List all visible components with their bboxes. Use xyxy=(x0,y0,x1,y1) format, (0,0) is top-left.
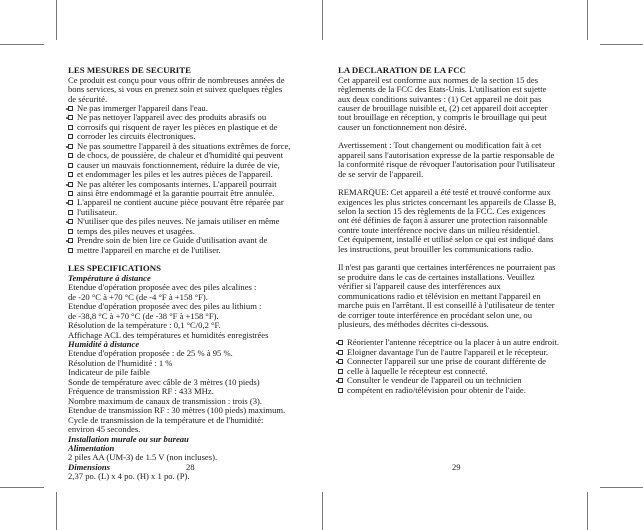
page-number-right: 29 xyxy=(452,462,461,472)
fcc-paragraph-interference xyxy=(338,263,588,329)
text-line: vérifier si l'appareil cause des interférences aux xyxy=(338,281,501,292)
list-item-text: causer un mauvais fonctionnement, réduire la durée de vie, xyxy=(77,159,280,170)
safety-intro xyxy=(68,76,326,104)
crop-mark xyxy=(0,487,44,488)
text-line: la conformité risque de révoquer l'autorisation pour l'utilisateur xyxy=(338,159,556,170)
checkbox-icon xyxy=(338,369,343,374)
text-line: de corriger toute interférence en procédant selon une, ou xyxy=(338,309,532,320)
fcc-heading: LA DECLARATION DE LA FCC xyxy=(338,65,466,75)
checkbox-icon xyxy=(68,172,73,177)
list-item-text: Prendre soin de bien lire ce Guide d'utilisation avant de xyxy=(77,235,268,246)
list-item-text: mettre l'appareil en marche et de l'utiliser. xyxy=(77,244,221,255)
text-line: Cycle de transmission de la température et de l'humidité: xyxy=(68,414,264,425)
text-line: Cet équipement, installé et utilisé selon ce qui est indiqué dans xyxy=(338,234,554,245)
checkbox-icon xyxy=(68,115,73,120)
list-item-text: compétent en radio/télévision pour obtenir de l'aide. xyxy=(347,384,526,395)
list-item-text: corroder les circuits électroniques. xyxy=(77,131,196,142)
spec-subheading-remote-temperature: Température à distance xyxy=(68,272,151,283)
text-line: Il n'est pas garanti que certaines interférences ne pourraient pas xyxy=(338,262,556,273)
text-line: Avertissement : Tout changement ou modification fait à cet xyxy=(338,140,542,151)
list-item-text: et endommager les piles et les autres pièces de l'appareil. xyxy=(77,169,273,180)
spec-subheading-remote-humidity: Humidité à distance xyxy=(68,338,140,349)
text-line: Sonde de température avec câble de 3 mètres (10 pieds) xyxy=(68,376,260,387)
list-item-text: Ne pas soumettre l'appareil à des situations extrêmes de force, xyxy=(77,140,291,151)
fcc-paragraph-warning xyxy=(338,141,588,179)
text-line: les instructions, peut brouiller les communications radio. xyxy=(338,243,534,254)
text-line: de -20 °C à +70 °C (de -4 °F à +158 °F). xyxy=(68,291,208,302)
checkbox-icon xyxy=(68,200,73,205)
checkbox-icon xyxy=(68,125,73,130)
text-line: Fréquence de transmission RF : 433 MHz. xyxy=(68,386,214,397)
spec-subheading-dimensions: Dimensions xyxy=(68,461,111,472)
list-item-text: L'appareil ne contient aucune pièce pouvant être réparée par xyxy=(77,197,284,208)
text-line: Indicateur de pile faible xyxy=(68,367,150,378)
text-line: Résolution de l'humidité : 1 % xyxy=(68,357,173,368)
safety-heading: LES MESURES DE SECURITE xyxy=(68,65,191,75)
checkbox-icon xyxy=(68,191,73,196)
text-line: règlements de la FCC des Etats-Unis. L'utilisation est sujette xyxy=(338,84,547,95)
checkbox-icon xyxy=(338,359,343,364)
list-item-text: Eloigner davantage l'un de l'autre l'appareil et le récepteur. xyxy=(347,346,549,357)
text-line: contre toute interférence nocive dans un milieu résidentiel. xyxy=(338,224,540,235)
text-line: de -38,8 °C à +70 °C (de -38 °F à +158 °F). xyxy=(68,310,219,321)
checkbox-icon xyxy=(68,153,73,158)
text-line: bons services, si vous en prenez soin et suivez quelques règles xyxy=(68,84,283,95)
text-line: appareil sans l'autorisation expresse de la partie responsable de xyxy=(338,149,555,160)
text-line: marche puis en l'arrêtant. Il est conseillé à l'utilisateur de tenter xyxy=(338,300,555,311)
list-item-text: N'utiliser que des piles neuves. Ne jamais utiliser en même xyxy=(77,216,280,227)
safety-list xyxy=(68,104,326,255)
text-line: se produire dans le cas de certaines installations. Veuillez xyxy=(338,271,535,282)
checkbox-icon xyxy=(68,219,73,224)
list-item-text: temps des piles neuves et usagées. xyxy=(77,225,195,236)
left-page xyxy=(68,66,326,482)
spec-lines-temperature xyxy=(68,283,326,340)
text-line: 2,37 po. (L) x 4 po. (H) x 1 po. (P). xyxy=(68,471,190,482)
text-line: Etendue d'opération proposée : de 25 % à 95 %. xyxy=(68,348,233,359)
list-item-continuation xyxy=(68,246,326,255)
text-line: ont été définies de façon à assurer une protection raisonnable xyxy=(338,215,548,226)
spec-subheading-installation: Installation murale ou sur bureau xyxy=(68,433,189,444)
text-line: Ce produit est conçu pour vous offrir de nombreuses années de xyxy=(68,74,285,85)
text-line: selon la section 15 des règlements de la FCC. Ces exigences xyxy=(338,206,546,217)
crop-mark xyxy=(587,492,588,530)
fcc-paragraph-note xyxy=(338,188,588,254)
checkbox-icon xyxy=(338,340,343,345)
crop-mark xyxy=(56,492,57,530)
checkbox-icon xyxy=(338,350,343,355)
text-line: Nombre maximum de canaux de transmission : trois (3). xyxy=(68,395,263,406)
text-line: Cet appareil est conforme aux normes de la section 15 des xyxy=(338,74,538,85)
crop-mark xyxy=(322,0,323,40)
list-item-text: Connecter l'appareil sur une prise de courant différente de xyxy=(347,356,546,367)
list-item-text: Ne pas immerger l'appareil dans l'eau. xyxy=(77,102,208,113)
text-line: 2 piles AA (UM-3) de 1.5 V (non incluses). xyxy=(68,452,218,463)
crop-mark xyxy=(0,44,44,45)
text-line: exigences les plus strictes concernant les appareils de Classe B, xyxy=(338,196,557,207)
checkbox-icon xyxy=(338,378,343,383)
crop-mark xyxy=(322,492,323,530)
list-item-text: de chocs, de poussière, de chaleur et d'humidité qui peuvent xyxy=(77,150,284,161)
crop-mark xyxy=(600,487,643,488)
list-item-text: Ne pas nettoyer l'appareil avec des produits abrasifs ou xyxy=(77,112,267,123)
text-line: Etendue d'opération proposée avec des piles au lithium : xyxy=(68,301,262,312)
list-item-text: celle à laquelle le récepteur est connecté. xyxy=(347,365,488,376)
fcc-paragraph-compliance xyxy=(338,76,588,133)
fcc-measures-list xyxy=(338,338,588,395)
spec-lines-dimensions xyxy=(68,472,326,481)
right-page xyxy=(338,66,588,395)
text-line: de sécurité. xyxy=(68,93,108,104)
checkbox-icon xyxy=(68,106,73,111)
text-line: Etendue d'opération proposée avec des piles alcalines : xyxy=(68,282,257,293)
checkbox-icon xyxy=(68,144,73,149)
list-item-text: l'utilisateur. xyxy=(77,206,117,217)
text-line: aux deux conditions suivantes : (1) Cet appareil ne doit pas xyxy=(338,93,542,104)
spec-lines-humidity xyxy=(68,349,326,434)
text-line: causer de brouillage nuisible et, (2) cet appareil doit accepter xyxy=(338,102,548,113)
checkbox-icon xyxy=(68,182,73,187)
checkbox-icon xyxy=(68,248,73,253)
crop-mark xyxy=(587,0,588,40)
text-line: communications radio et télévision en mettant l'appareil en xyxy=(338,290,541,301)
list-item-continuation xyxy=(338,386,588,395)
text-line: tout brouillage en réception, y compris le brouillage qui peut xyxy=(338,112,547,123)
text-line: REMARQUE: Cet appareil a été testé et trouvé conforme aux xyxy=(338,187,551,198)
checkbox-icon xyxy=(68,229,73,234)
checkbox-icon xyxy=(68,163,73,168)
list-item-text: Ne pas altérer les composants internes. L'appareil pourrait xyxy=(77,178,277,189)
specs-heading: LES SPECIFICATIONS xyxy=(68,263,161,274)
list-item-text: corrosifs qui risquent de rayer les pièces en plastique et de xyxy=(77,121,278,132)
checkbox-icon xyxy=(68,238,73,243)
text-line: plusieurs, des méthodes décrites ci-dessous. xyxy=(338,319,489,330)
list-item-text: Consulter le vendeur de l'appareil ou un technicien xyxy=(347,375,522,386)
text-line: de se servir de l'appareil. xyxy=(338,168,424,179)
text-line: environ 45 secondes. xyxy=(68,424,141,435)
spec-subheading-power: Alimentation xyxy=(68,442,115,453)
checkbox-icon xyxy=(338,388,343,393)
text-line: Résolution de la température : 0,1 °C/0,2 °F. xyxy=(68,320,221,331)
list-item-text: ainsi être endommagé et la garantie pourrait être annulée. xyxy=(77,188,275,199)
checkbox-icon xyxy=(68,210,73,215)
text-line: causer un fonctionnement non désiré. xyxy=(338,121,467,132)
crop-mark xyxy=(56,0,57,40)
checkbox-icon xyxy=(68,134,73,139)
text-line: Etendue de transmission RF : 30 mètres (100 pieds) maximum. xyxy=(68,405,286,416)
list-item-text: Réorienter l'antenne réceptrice ou la placer à un autre endroit. xyxy=(347,337,559,348)
page-number-left: 28 xyxy=(186,462,195,472)
crop-mark xyxy=(600,44,643,45)
text-line: Affichage ACL des températures et humidités enregistrées xyxy=(68,329,269,340)
